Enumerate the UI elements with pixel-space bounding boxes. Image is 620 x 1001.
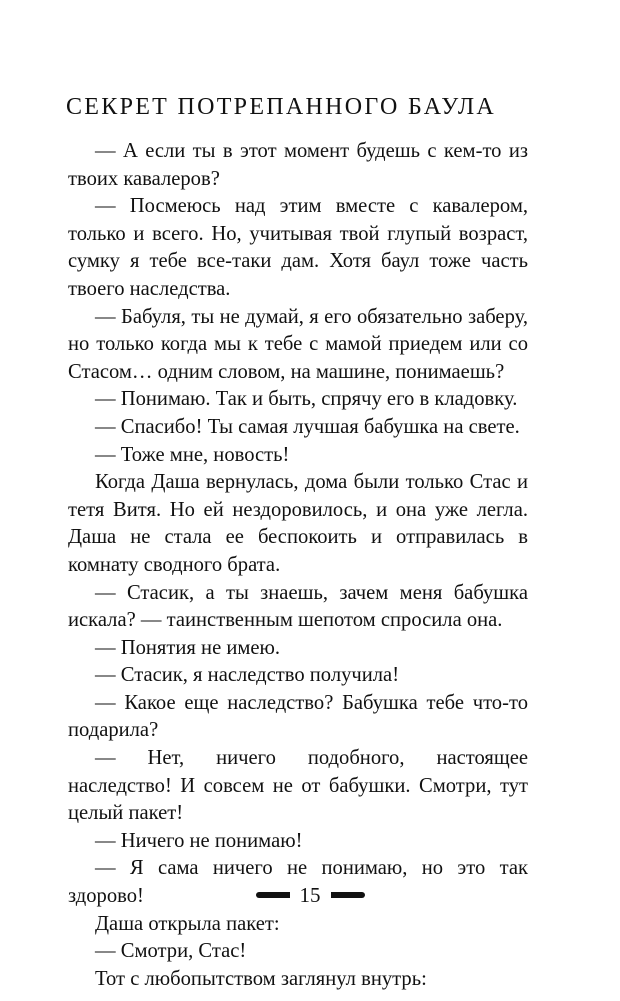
- body-text: [68, 138, 528, 993]
- paragraph: — Стасик, я наследство получила!: [95, 664, 400, 687]
- right-ornament-icon: [331, 892, 365, 898]
- running-title: СЕКРЕТ ПОТРЕПАННОГО БАУЛА: [66, 94, 497, 120]
- paragraph: — Посмеюсь над этим вместе с кавалером, только и всего. Но, учитывая твой глупый возраст, сумку я тебе все-таки дам. Хотя баул тоже часть твоего наследства.: [68, 195, 528, 300]
- paragraph: — Стасик, а ты знаешь, зачем меня бабушка искала? — таинственным шепотом спросила она.: [68, 581, 528, 632]
- paragraph: — Понимаю. Так и быть, спрячу его в кладовку.: [95, 388, 518, 411]
- left-ornament-icon: [256, 892, 290, 898]
- paragraph: — Какое еще наследство? Бабушка тебе что-то подарила?: [68, 691, 528, 742]
- paragraph: Когда Даша вернулась, дома были только Стас и тетя Витя. Но ей нездоровилось, и она уже легла. Даша не стала ее беспокоить и отправилась в комнату сводного брата.: [68, 471, 528, 576]
- paragraph: — Нет, ничего подобного, настоящее наследство! И совсем не от бабушки. Смотри, тут целый пакет!: [68, 747, 528, 825]
- paragraph: — Спасибо! Ты самая лучшая бабушка на свете.: [95, 415, 520, 438]
- paragraph: — Бабуля, ты не думай, я его обязательно заберу, но только когда мы к тебе с мамой приедем или со Стасом… одним словом, на машине, понимаешь?: [68, 305, 528, 383]
- paragraph: — Понятия не имею.: [95, 636, 281, 659]
- paragraph: Даша открыла пакет:: [95, 912, 280, 935]
- paragraph: — Тоже мне, новость!: [95, 443, 290, 466]
- page-footer: [0, 880, 620, 910]
- paragraph: — А если ты в этот момент будешь с кем-то из твоих кавалеров?: [68, 140, 528, 190]
- paragraph: — Я сама ничего не понимаю, но это так здорово!: [68, 857, 528, 908]
- page-number: 15: [299, 883, 321, 907]
- paragraph: Тот с любопытством заглянул внутрь:: [95, 967, 427, 990]
- paragraph: — Ничего не понимаю!: [95, 829, 303, 852]
- paragraph: — Смотри, Стас!: [95, 940, 247, 963]
